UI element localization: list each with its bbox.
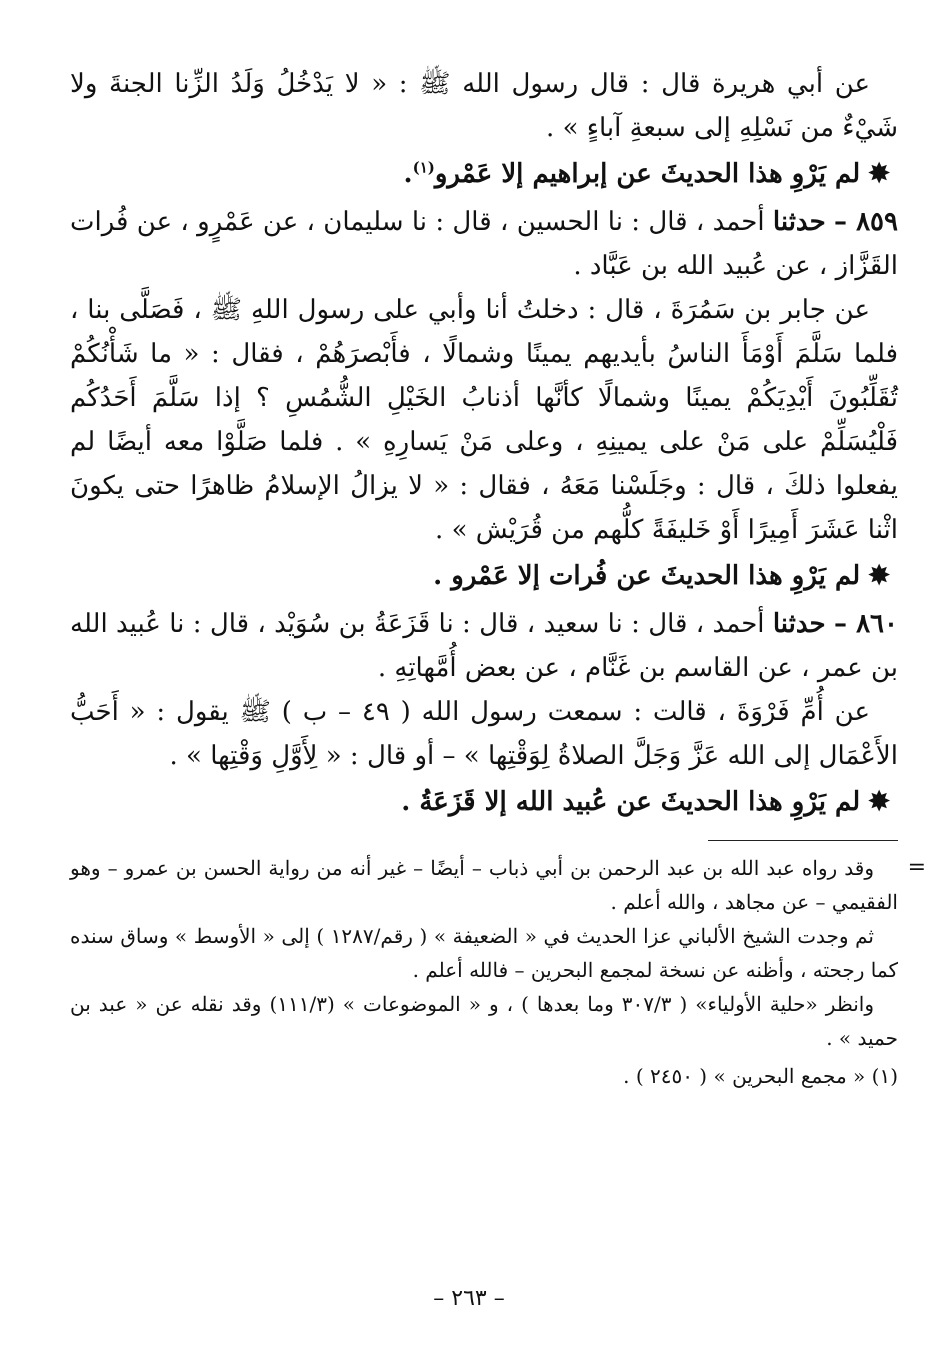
narration-note-end: . xyxy=(403,159,413,189)
footnote-paragraph: وقد رواه عبد الله بن عبد الرحمن بن أبي ذباب – أيضًا – غير أنه من رواية الحسن بن عمرو – وهو الفقيمي – عن مجاهد ، والله أعلم . xyxy=(70,856,898,914)
footnote-1: (١) « مجمع البحرين » ( ٢٤٥٠ ) . xyxy=(623,1064,898,1088)
hadith-lead-word: حدثنا xyxy=(772,207,826,237)
hadith-860-matn: عن أُمِّ فَرْوَةَ ، قالت : سمعت رسول الله ( ٤٩ – ب ) ﷺ يقول : « أَحَبُّ الأَعْمَال إلى الله عَزَّ وَجَلَّ الصلاةُ لِوَقْتِها » – أو قال : « لِأَوَّلِ وَقْتِها » . xyxy=(70,697,898,771)
narration-note-text: لم يَرْوِ هذا الحديثَ عن فُرات إلا عَمْرو . xyxy=(433,561,861,591)
star-marker-icon: ✸ xyxy=(868,787,890,817)
main-text xyxy=(70,62,898,824)
narration-note-860 xyxy=(70,780,898,824)
hadith-859-matn: عن جابر بن سَمُرَةَ ، قال : دخلتُ أنا وأبي على رسول اللهِ ﷺ ، فَصَلَّى بنا ، فلما سَلَّمَ أَوْمَأَ الناسُ بأيديهم يمينًا وشمالًا ، فأَبْصرَهُمْ ، فقال : « ما شَأْنُكُمْ تُقَلِّبُونَ أَيْدِيَكُمْ يمينًا وشمالًا كأنَّها أذنابُ الخَيْلِ الشُّمُسِ ؟ إذا سَلَّمَ أَحَدُكُم فَلْيُسَلِّمْ على مَنْ على يمينِهِ ، وعلى مَنْ يَسارِهِ » . فلما صَلَّوْا معه أيضًا لم يفعلوا ذلكَ ، قال : وجَلَسْنا مَعَهُ ، فقال : « لا يزالُ الإسلامُ ظاهرًا حتى يكونَ اثْنا عَشَرَ أَمِيرًا أَوْ خَليفَةً كلُّهم من قُرَيْش » . xyxy=(70,295,898,545)
isnad-text: أحمد ، قال : نا سعيد ، قال : نا قَزَعَةُ بن سُوَيْد ، قال : نا عُبيد الله بن عمر ، عن القاسم بن غَنَّام ، عن بعض أُمَّهاتِهِ . xyxy=(70,609,898,683)
narration-note-text: لم يَرْوِ هذا الحديثَ عن إبراهيم إلا عَمْرو xyxy=(434,159,861,189)
footnotes xyxy=(70,851,926,1093)
hadith-859-isnad xyxy=(70,200,898,288)
hadith-lead-word: حدثنا xyxy=(772,609,826,639)
isnad-text: أحمد ، قال : نا الحسين ، قال : نا سليمان ، عن عَمْرٍو ، عن فُرات القَزَّاز ، عن عُبيد الله بن عَبَّاد . xyxy=(70,207,898,281)
footnote-paragraph: وانظر «حلية الأولياء» ( ٣٠٧/٣ وما بعدها ) ، و « الموضوعات » (١١١/٣) وقد نقله عن « عبد بن حميد » . xyxy=(70,992,898,1050)
hadith-number: ٨٦٠ – xyxy=(833,609,898,639)
continuation-mark: = xyxy=(907,855,926,880)
star-marker-icon: ✸ xyxy=(868,561,890,591)
narration-note-858 xyxy=(70,152,898,196)
hadith-858-matn: عن أبي هريرة قال : قال رسول الله ﷺ : « لا يَدْخُلُ وَلَدُ الزِّنا الجنةَ ولا شَيْءٌ من نَسْلِهِ إلى سبعةِ آباءٍ » . xyxy=(70,69,898,143)
narration-note-859 xyxy=(70,554,898,598)
page-number: – ٢٦٣ – xyxy=(433,1286,505,1311)
hadith-number: ٨٥٩ – xyxy=(833,207,898,237)
footnote-divider xyxy=(708,840,898,841)
page-content xyxy=(70,62,926,1093)
star-marker-icon: ✸ xyxy=(868,159,890,189)
narration-note-text: لم يَرْوِ هذا الحديثَ عن عُبيد الله إلا قَزَعَةُ . xyxy=(401,787,861,817)
footnote-paragraph: ثم وجدت الشيخ الألباني عزا الحديث في « الضعيفة » ( رقم/١٢٨٧ ) إلى « الأوسط » وساق سنده كما رجحته ، وأظنه عن نسخة لمجمع البحرين – فالله أعلم . xyxy=(70,924,898,982)
footnote-ref: (١) xyxy=(412,158,435,177)
hadith-860-isnad xyxy=(70,602,898,690)
